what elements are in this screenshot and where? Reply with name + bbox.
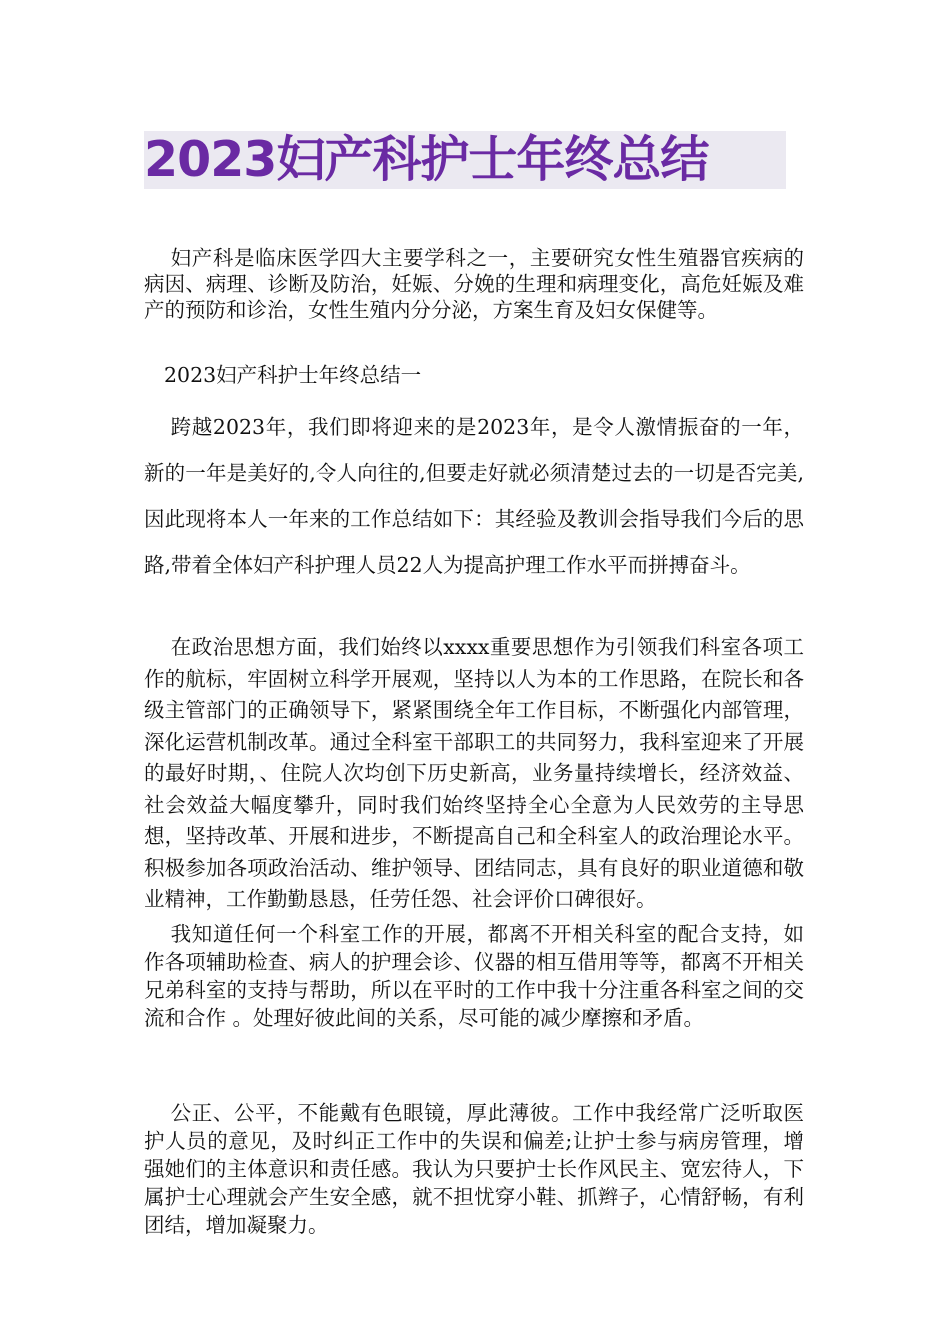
body-paragraph: 在政治思想方面，我们始终以xxxx重要思想作为引领我们科室各项工作的航标，牢固树立科学开展观，坚持以人为本的工作思路，在院长和各级主管部门的正确领导下，紧紧围绕全年工作目标，不断强化内部管理，深化运营机制改革。通过全科室干部职工的共同努力，我科室迎来了开展的最好时期，、住院人次均创下历史新高，业务量持续增长，经济效益、社会效益大幅度攀升，同时我们始终坚持全心全意为人民效劳的主导思想，坚持改革、开展和进步，不断提高自己和全科室人的政治理论水平。积极参加各项政治活动、维护领导、团结同志，具有良好的职业道德和敬业精神，工作勤勤恳恳，任劳任怨、社会评价口碑很好。 xyxy=(144,635,804,911)
intro-paragraph: 妇产科是临床医学四大主要学科之一，主要研究女性生殖器官疾病的病因、病理、诊断及防治，妊娠、分娩的生理和病理变化，高危妊娠及难产的预防和诊治，女性生殖内分分泌，方案生育及妇女保健等。 xyxy=(144,246,804,322)
document-title: 2023妇产科护士年终总结 xyxy=(144,131,786,189)
body-paragraph: 跨越2023年，我们即将迎来的是2023年，是令人激情振奋的一年，新的一年是美好的,令人向往的,但要走好就必须清楚过去的一切是否完美,因此现将本人一年来的工作总结如下：其经验及教训会指导我们今后的思路,带着全体妇产科护理人员22人为提高护理工作水平而拼搏奋斗。 xyxy=(144,415,804,577)
body-paragraph: 公正、公平，不能戴有色眼镜，厚此薄彼。工作中我经常广泛听取医护人员的意见，及时纠正工作中的失误和偏差;让护士参与病房管理，增强她们的主体意识和责任感。我认为只要护士长作风民主、宽宏待人，下属护士心理就会产生安全感，就不担忧穿小鞋、抓辫子，心情舒畅，有利团结，增加凝聚力。 xyxy=(144,1101,804,1237)
section-heading: 2023妇产科护士年终总结一 xyxy=(164,363,422,387)
body-paragraph: 我知道任何一个科室工作的开展，都离不开相关科室的配合支持，如作各项辅助检查、病人的护理会诊、仪器的相互借用等等，都离不开相关兄弟科室的支持与帮助，所以在平时的工作中我十分注重各科室之间的交流和合作 。处理好彼此间的关系，尽可能的减少摩擦和矛盾。 xyxy=(144,922,804,1030)
